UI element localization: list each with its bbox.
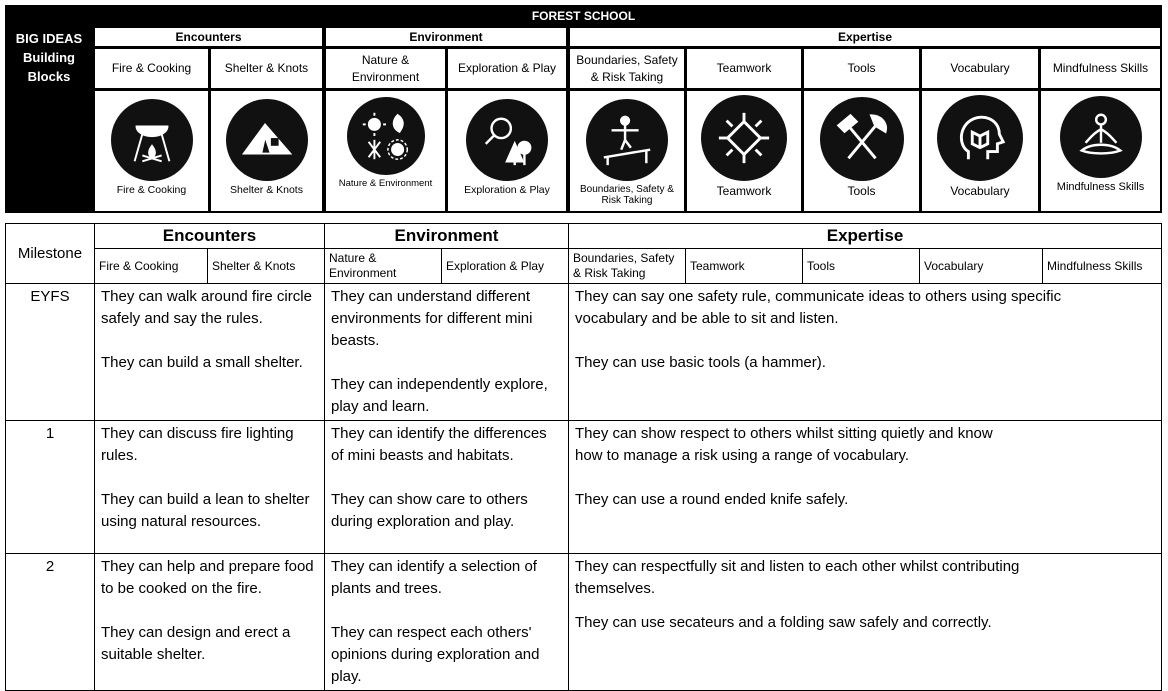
table-row: [6, 421, 1162, 554]
group-header-environment: Environment: [325, 224, 569, 249]
block-boundaries: [570, 91, 684, 211]
fire-cooking-icon: [111, 99, 193, 181]
environment-text: They can show care to others during exploration and play.: [331, 491, 528, 530]
subheader-exploration-play: Exploration & Play: [442, 249, 569, 284]
subheader-tools: Tools: [803, 249, 920, 284]
subheader-vocabulary: Vocabulary: [920, 249, 1043, 284]
block-caption: Boundaries, Safety & Risk Taking: [580, 184, 674, 206]
expertise-text: They can show respect to others whilst sitting quietly and know how to manage a risk using a range of vocabulary.: [575, 425, 993, 464]
milestone-cell: 1: [6, 421, 95, 554]
group-header-encounters: Encounters: [95, 224, 325, 249]
milestone-table: [5, 223, 1162, 691]
block-header-nature-environment: Nature & Environment: [326, 49, 445, 88]
big-ideas-heading: BIG IDEAS: [15, 31, 83, 46]
expertise-text: They can respectfully sit and listen to each other whilst contributing themselves.: [575, 558, 1020, 597]
hammer-axe-icon: [820, 97, 904, 181]
category-environment: Environment: [326, 28, 566, 46]
block-caption: Fire & Cooking: [116, 184, 187, 196]
block-caption: Mindfulness Skills: [1056, 181, 1145, 193]
category-expertise: Expertise: [570, 28, 1160, 46]
block-mindfulness: [1041, 91, 1160, 211]
group-header-expertise: Expertise: [569, 224, 1162, 249]
block-caption: Vocabulary: [950, 184, 1010, 198]
building-blocks-heading: Building Blocks: [23, 50, 75, 84]
encounters-cell: [95, 554, 325, 691]
environment-text: They can independently explore, play and learn.: [331, 376, 548, 415]
table-row: [6, 554, 1162, 691]
block-caption: Teamwork: [716, 184, 772, 198]
block-caption: Nature & Environment: [338, 178, 433, 189]
category-encounters: Encounters: [95, 28, 322, 46]
block-teamwork: [687, 91, 801, 211]
balance-beam-icon: [586, 99, 668, 181]
page-title: FOREST SCHOOL: [531, 9, 636, 23]
encounters-text: They can walk around fire circle safely and say the rules.: [101, 288, 312, 327]
table-row: [6, 284, 1162, 421]
environment-text: They can respect each others' opinions during exploration and play.: [331, 624, 540, 685]
environment-cell: [325, 421, 569, 554]
milestone-header: Milestone: [6, 224, 95, 284]
block-header-shelter-knots: Shelter & Knots: [211, 49, 322, 88]
encounters-text: They can help and prepare food to be cooked on the fire.: [101, 558, 314, 597]
block-header-vocabulary: Vocabulary: [922, 49, 1038, 88]
environment-text: They can identify a selection of plants and trees.: [331, 558, 537, 597]
block-fire-cooking: [95, 91, 208, 211]
environment-text: They can understand different environments for different mini beasts.: [331, 288, 533, 349]
block-caption: Tools: [847, 184, 876, 198]
expertise-text: They can use secateurs and a folding saw safely and correctly.: [575, 614, 992, 631]
environment-cell: [325, 554, 569, 691]
environment-cell: [325, 284, 569, 421]
tent-icon: [226, 99, 308, 181]
big-ideas-label: [5, 27, 93, 213]
milestone-cell: EYFS: [6, 284, 95, 421]
subheader-fire-cooking: Fire & Cooking: [95, 249, 208, 284]
expertise-text: They can use basic tools (a hammer).: [575, 354, 826, 371]
encounters-cell: [95, 284, 325, 421]
block-nature-environment: [326, 91, 445, 211]
expertise-text: They can use a round ended knife safely.: [575, 491, 849, 508]
block-caption: Shelter & Knots: [230, 184, 303, 196]
head-book-icon: [937, 95, 1023, 181]
environment-text: They can identify the differences of mini beasts and habitats.: [331, 425, 547, 464]
block-vocabulary: [922, 91, 1038, 211]
expertise-cell: [569, 554, 1162, 691]
encounters-text: They can build a lean to shelter using natural resources.: [101, 491, 310, 530]
encounters-cell: [95, 421, 325, 554]
block-exploration-play: [448, 91, 566, 211]
table-header-row: [6, 224, 1162, 249]
nature-icon: [347, 97, 425, 175]
block-caption: Exploration & Play: [464, 184, 550, 196]
block-shelter-knots: [211, 91, 322, 211]
expertise-text: They can say one safety rule, communicate ideas to others using specific vocabulary and be able to sit and listen.: [575, 288, 1062, 327]
table-subheader-row: [6, 249, 1162, 284]
encounters-text: They can design and erect a suitable shelter.: [101, 624, 291, 663]
block-tools: [804, 91, 919, 211]
subheader-nature-environment: Nature & Environment: [325, 249, 442, 284]
meditation-icon: [1060, 96, 1142, 178]
block-header-boundaries: Boundaries, Safety & Risk Taking: [570, 49, 684, 88]
block-header-teamwork: Teamwork: [687, 49, 801, 88]
block-header-tools: Tools: [804, 49, 919, 88]
expertise-cell: [569, 284, 1162, 421]
milestone-cell: 2: [6, 554, 95, 691]
block-header-fire-cooking: Fire & Cooking: [95, 49, 208, 88]
joined-hands-icon: [701, 95, 787, 181]
block-header-exploration-play: Exploration & Play: [448, 49, 566, 88]
subheader-teamwork: Teamwork: [686, 249, 803, 284]
subheader-shelter-knots: Shelter & Knots: [208, 249, 325, 284]
subheader-boundaries: Boundaries, Safety & Risk Taking: [569, 249, 686, 284]
block-header-mindfulness: Mindfulness Skills: [1041, 49, 1160, 88]
subheader-mindfulness: Mindfulness Skills: [1043, 249, 1162, 284]
encounters-text: They can discuss fire lighting rules.: [101, 425, 294, 464]
encounters-text: They can build a small shelter.: [101, 354, 303, 371]
expertise-cell: [569, 421, 1162, 554]
magnifier-trees-icon: [466, 99, 548, 181]
